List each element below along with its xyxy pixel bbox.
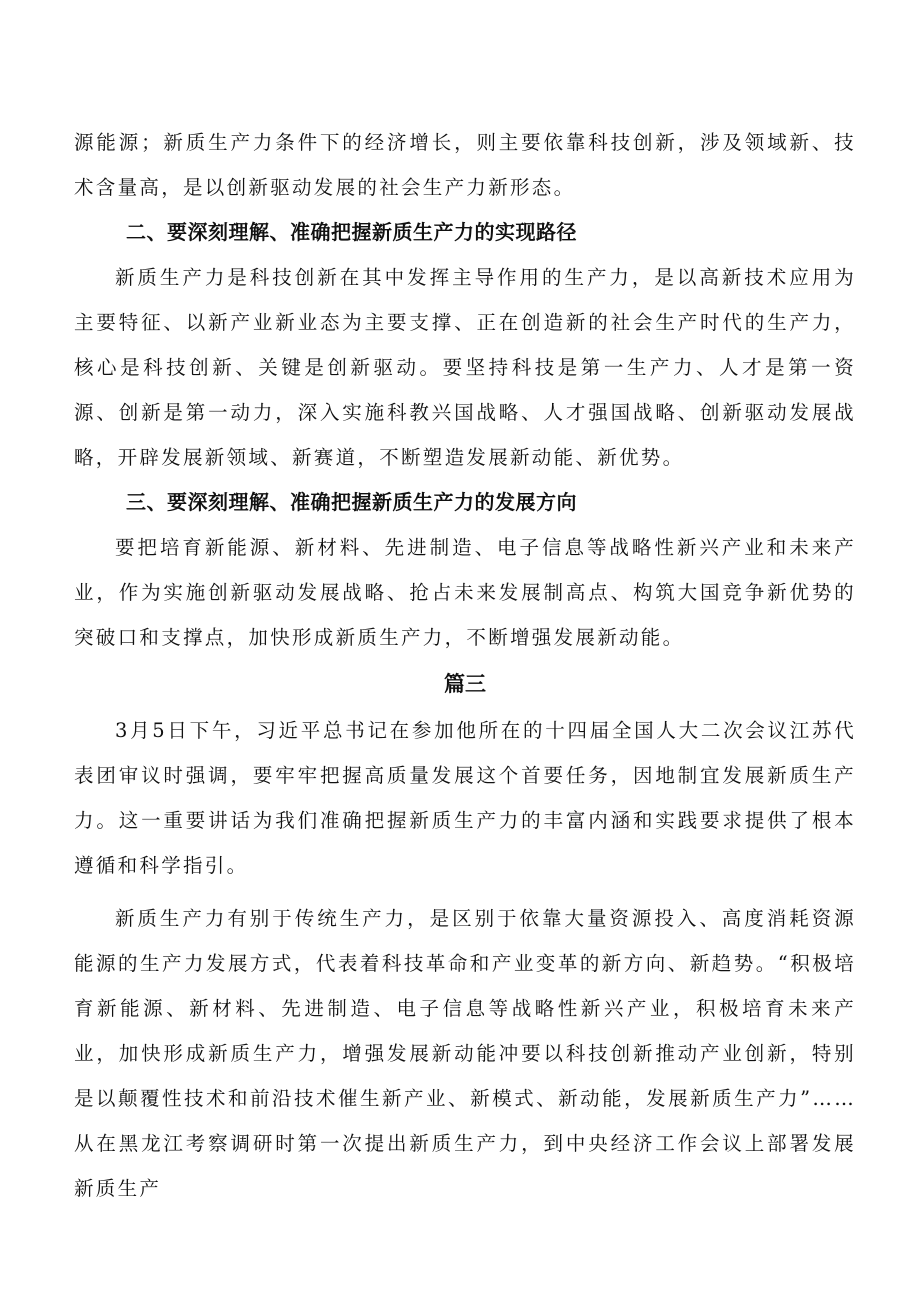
paragraph-intro-tail: 源能源；新质生产力条件下的经济增长，则主要依靠科技创新，涉及领域新、技术含量高，是以创新驱动发展的社会生产力新形态。 (74, 131, 856, 199)
section-heading-3: 三、要深刻理解、准确把握新质生产力的发展方向 (126, 490, 577, 514)
paragraph-chapter3-2: 新质生产力有别于传统生产力，是区别于依靠大量资源投入、高度消耗资源能源的生产力发展方式，代表着科技革命和产业变革的新方向、新趋势。“积极培育新能源、新材料、先进制造、电子信息等战略性新兴产业，积极培育未来产业，加快形成新质生产力，增强发展新动能冲要以科技创新推动产业创新，特别是以颠覆性技术和前沿技术催生新产业、新模式、新动能，发展新质生产力”……从在黑龙江考察调研时第一次提出新质生产力，到中央经济工作会议上部署发展新质生产 (74, 907, 856, 1200)
section-heading-2: 二、要深刻理解、准确把握新质生产力的实现路径 (126, 220, 577, 244)
paragraph-section-2: 新质生产力是科技创新在其中发挥主导作用的生产力，是以高新技术应用为主要特征、以新产业新业态为主要支撑、正在创造新的社会生产时代的生产力，核心是科技创新、关键是创新驱动。要坚持科技是第一生产力、人才是第一资源、创新是第一动力，深入实施科教兴国战略、人才强国战略、创新驱动发展战略，开辟发展新领域、新赛道，不断塑造发展新动能、新优势。 (74, 266, 856, 469)
chapter-title: 篇三 (444, 672, 486, 696)
paragraph-section-3: 要把培育新能源、新材料、先进制造、电子信息等战略性新兴产业和未来产业，作为实施创新驱动发展战略、抢占未来发展制高点、构筑大国竞争新优势的突破口和支撑点，加快形成新质生产力，不断增强发展新动能。 (74, 536, 856, 649)
paragraph-chapter3-1: 3月5日下午，习近平总书记在参加他所在的十四届全国人大二次会议江苏代表团审议时强调，要牢牢把握高质量发展这个首要任务，因地制宜发展新质生产力。这一重要讲话为我们准确把握新质生产力的丰富内涵和实践要求提供了根本遵循和科学指引。 (74, 719, 856, 877)
paragraph-gap (74, 888, 856, 896)
